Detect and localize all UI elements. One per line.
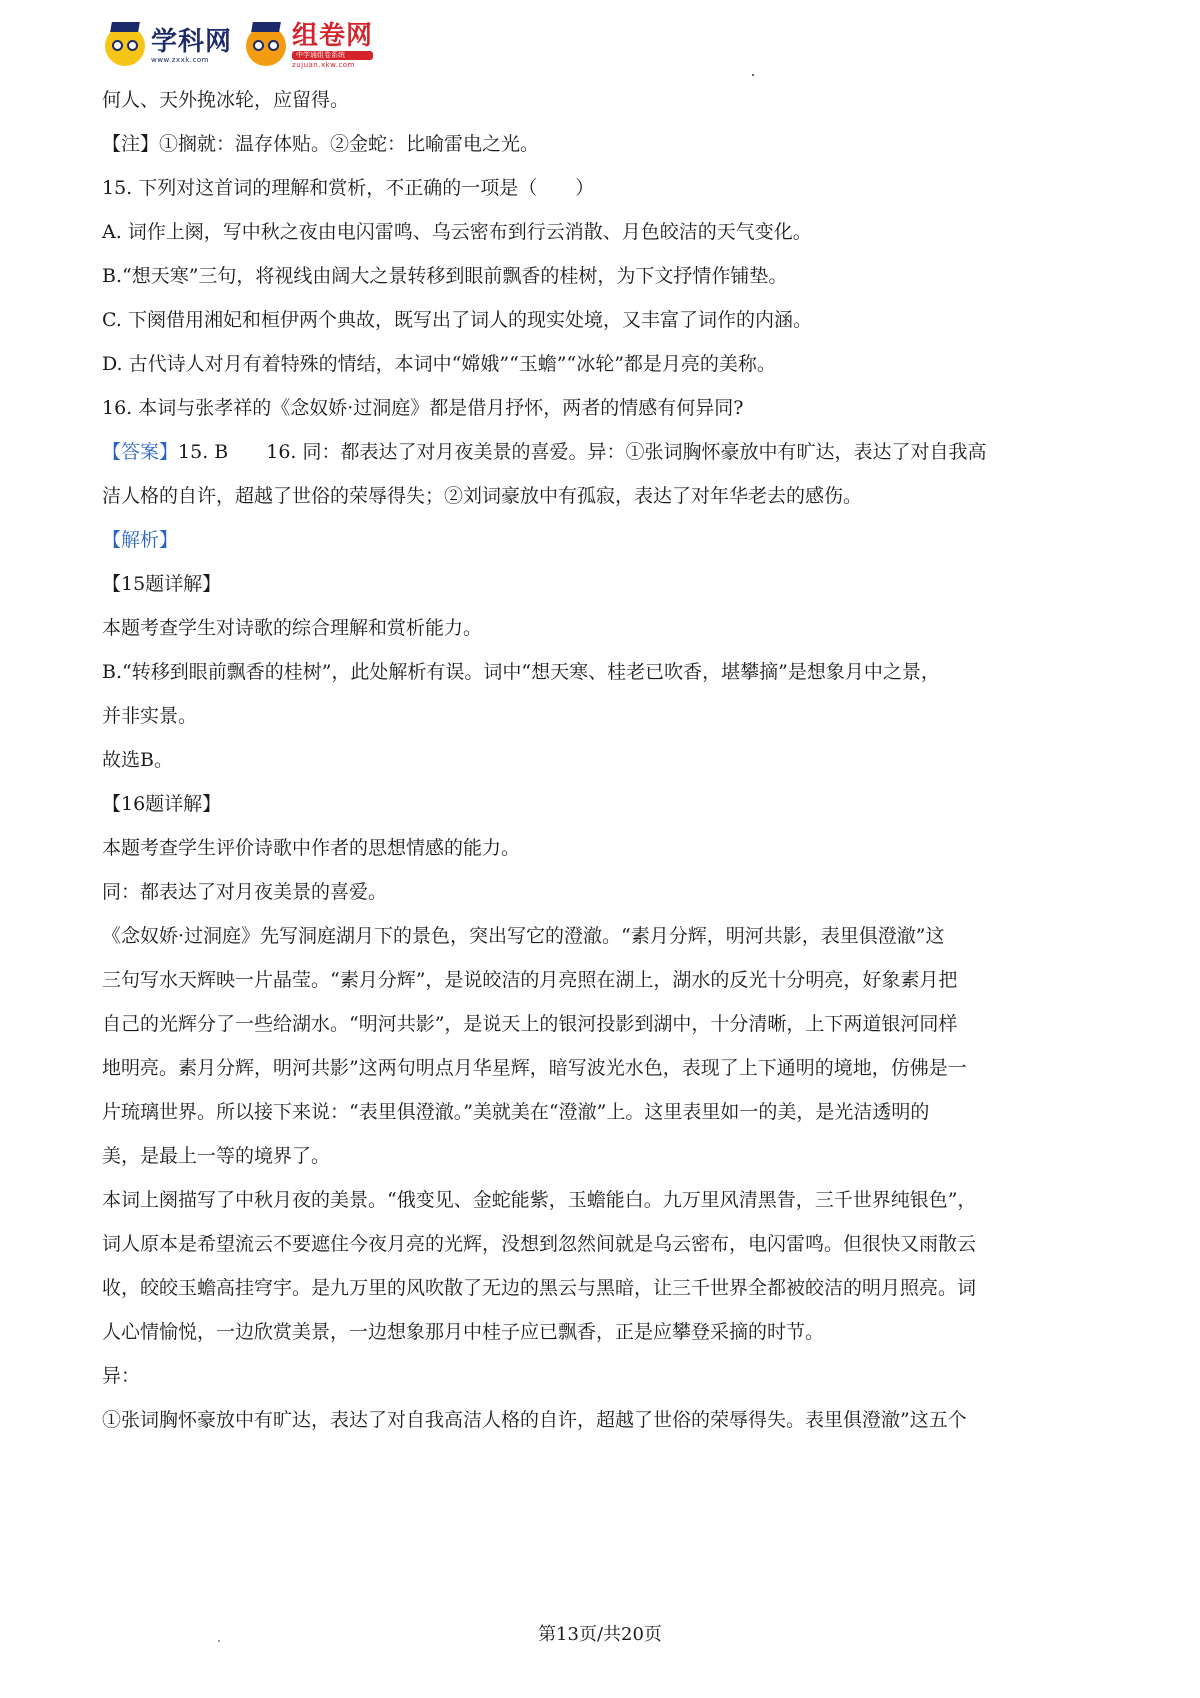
section-heading-15: 【15题详解】 <box>102 573 222 595</box>
answer-text: 15. B 16. 同：都表达了对月夜美景的喜爱。异：①张词胸怀豪放中有旷达，表达了对自我高 <box>178 441 987 463</box>
paragraph-line: B.“转移到眼前飘香的桂树”，此处解析有误。词中“想天寒、桂老已吹香，堪攀摘”是想象月中之景， <box>102 661 940 683</box>
question-15: 15. 下列对这首词的理解和赏析，不正确的一项是（ ） <box>102 177 595 199</box>
paragraph-line: 本词上阕描写了中秋月夜的美景。“俄变见、金蛇能紫，玉蟾能白。九万里风清黑眚，三千世界纯银色”， <box>102 1189 977 1211</box>
scan-dot <box>218 1640 220 1642</box>
paragraph-line: 地明亮。素月分辉，明河共影”这两句明点月华星辉，暗写波光水色，表现了上下通明的境地，仿佛是一 <box>102 1057 967 1079</box>
option-a: A. 词作上阕，写中秋之夜由电闪雷鸣、乌云密布到行云消散、月色皎洁的天气变化。 <box>102 221 812 243</box>
option-d: D. 古代诗人对月有着特殊的情结，本词中“嫦娥”“玉蟾”“冰轮”都是月亮的美称。 <box>102 353 776 375</box>
option-b: B.“想天寒”三句，将视线由阔大之景转移到眼前飘香的桂树，为下文抒情作铺垫。 <box>102 265 788 287</box>
paragraph-line: 人心情愉悦，一边欣赏美景，一边想象那月中桂子应已飘香，正是应攀登采摘的时节。 <box>102 1321 825 1343</box>
section-heading-16: 【16题详解】 <box>102 793 222 815</box>
zujuan-logo[interactable] <box>246 23 373 69</box>
poem-line: 何人、天外挽冰轮，应留得。 <box>102 89 350 111</box>
paragraph-line: 片琉璃世界。所以接下来说：“表里俱澄澈。”美就美在“澄澈”上。这里表里如一的美，是光洁透明的 <box>102 1101 930 1123</box>
paragraph-line: 本题考查学生对诗歌的综合理解和赏析能力。 <box>102 617 483 639</box>
paragraph-line: 自己的光辉分了一些给湖水。“明河共影”，是说天上的银河投影到湖中，十分清晰，上下两道银河同样 <box>102 1013 958 1035</box>
logo-badge: 中学通组卷系统 <box>292 51 373 60</box>
scan-dot <box>752 74 754 76</box>
logo-url: zujuan.xkw.com <box>292 61 355 69</box>
answer-label: 【答案】 <box>102 441 179 463</box>
page-number: 第13页/共20页 <box>538 1624 662 1645</box>
zxxk-logo[interactable] <box>105 26 232 66</box>
paragraph-line: 三句写水天辉映一片晶莹。“素月分辉”，是说皎洁的月亮照在湖上，湖水的反光十分明亮，好象素月把 <box>102 969 958 991</box>
analysis-label: 【解析】 <box>102 529 179 551</box>
paragraph-line: 本题考查学生评价诗歌中作者的思想情感的能力。 <box>102 837 521 859</box>
header <box>105 20 373 72</box>
paragraph-line: 收，皎皎玉蟾高挂穹宇。是九万里的风吹散了无边的黑云与黑暗，让三千世界全都被皎洁的明月照亮。词 <box>102 1277 977 1299</box>
paragraph-line: 故选B。 <box>102 749 173 771</box>
mascot-icon <box>246 26 286 66</box>
option-c: C. 下阕借用湘妃和桓伊两个典故，既写出了词人的现实处境，又丰富了词作的内涵。 <box>102 309 812 331</box>
logo-url: www.zxxk.com <box>151 55 209 64</box>
answer-line <box>102 440 1012 464</box>
paragraph-line: 词人原本是希望流云不要遮住今夜月亮的光辉，没想到忽然间就是乌云密布，电闪雷鸣。但很快又雨散云 <box>102 1233 977 1255</box>
note-line: 【注】①搁就：温存体贴。②金蛇：比喻雷电之光。 <box>102 133 540 155</box>
answer-continued: 洁人格的自许，超越了世俗的荣辱得失；②刘词豪放中有孤寂，表达了对年华老去的感伤。 <box>102 485 863 507</box>
logo-title: 组卷网 <box>292 21 374 51</box>
paragraph-line: 《念奴娇·过洞庭》先写洞庭湖月下的景色，突出写它的澄澈。“素月分辉，明河共影，表里俱澄澈”这 <box>102 925 945 947</box>
question-16: 16. 本词与张孝祥的《念奴娇·过洞庭》都是借月抒怀，两者的情感有何异同? <box>102 397 744 419</box>
mascot-icon <box>105 26 145 66</box>
paragraph-line: 美，是最上一等的境界了。 <box>102 1145 331 1167</box>
paragraph-line: 同：都表达了对月夜美景的喜爱。 <box>102 881 388 903</box>
document-body <box>102 88 1012 1452</box>
paragraph-line: 异： <box>102 1365 141 1387</box>
logo-title: 学科网 <box>151 26 233 57</box>
paragraph-line: ①张词胸怀豪放中有旷达，表达了对自我高洁人格的自许，超越了世俗的荣辱得失。表里俱澄澈”这五个 <box>102 1409 967 1431</box>
paragraph-line: 并非实景。 <box>102 705 198 727</box>
